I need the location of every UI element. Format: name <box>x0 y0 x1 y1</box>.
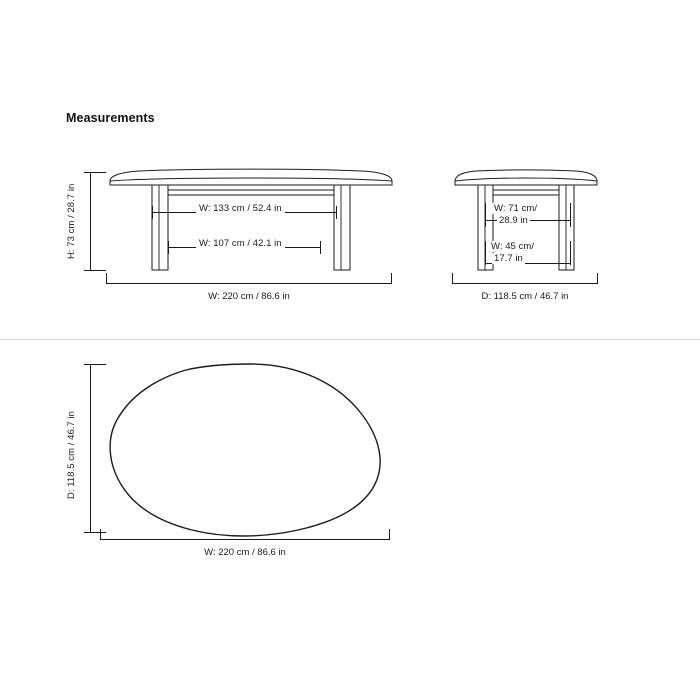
front-inner-label-1: W: 133 cm / 52.4 in <box>196 203 285 214</box>
front-inner-label-2: W: 107 cm / 42.1 in <box>196 238 285 249</box>
side-depth-dim-line <box>452 283 598 284</box>
front-inner-dim-tick-2a <box>168 241 169 254</box>
side-inner-label-1b: 28.9 in <box>499 215 528 226</box>
side-inner-label-2a: W: 45 cm/ <box>491 241 535 252</box>
front-inner-dim-tick-1a <box>152 206 153 219</box>
section-divider <box>0 339 700 340</box>
top-width-tick-left <box>100 529 101 540</box>
top-width-label: W: 220 cm / 86.6 in <box>204 547 286 558</box>
side-inner-label-1a: W: 71 cm/ <box>494 203 538 214</box>
side-depth-tick-right <box>597 273 598 284</box>
side-depth-tick-left <box>452 273 453 284</box>
front-view-drawing <box>106 168 396 276</box>
front-height-label: H: 73 cm / 28.7 in <box>66 183 77 259</box>
front-height-tick-bottom <box>84 270 106 271</box>
side-inner-label-2b: 17.7 in <box>494 253 523 264</box>
side-depth-label: D: 118.5 cm / 46.7 in <box>481 291 569 302</box>
side-inner-dim-tick-2b <box>570 241 571 265</box>
top-depth-dim-line <box>90 364 91 532</box>
top-width-dim-line <box>100 539 390 540</box>
front-height-tick-top <box>84 172 106 173</box>
front-width-tick-left <box>106 273 107 284</box>
front-width-dim-line <box>106 283 392 284</box>
front-width-tick-right <box>391 273 392 284</box>
top-width-tick-right <box>389 529 390 540</box>
page-title: Measurements <box>66 111 155 125</box>
front-inner-dim-tick-1b <box>336 206 337 219</box>
top-depth-label: D: 118.5 cm / 46.7 in <box>66 410 77 499</box>
front-width-label: W: 220 cm / 86.6 in <box>208 291 290 302</box>
side-inner-dim-tick-2a <box>485 241 486 265</box>
front-inner-dim-tick-2b <box>320 241 321 254</box>
front-height-dim-line <box>90 172 91 270</box>
top-view-shape <box>100 360 390 540</box>
side-inner-dim-tick-1b <box>570 203 571 227</box>
side-inner-dim-tick-1a <box>485 203 486 227</box>
